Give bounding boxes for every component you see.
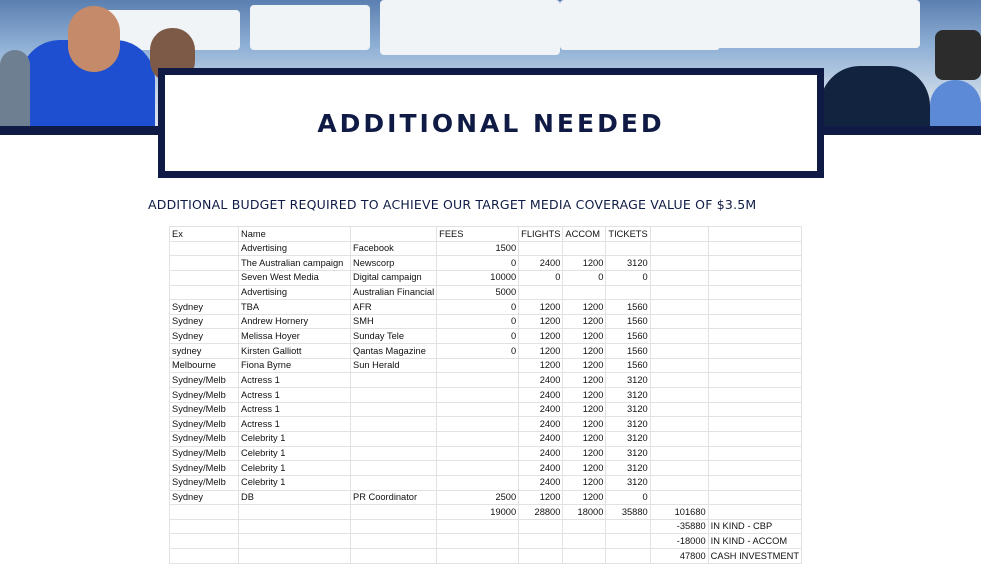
table-cell	[650, 300, 708, 315]
table-row	[170, 490, 802, 505]
table-cell: 1200	[519, 490, 563, 505]
table-cell: Actress 1	[239, 388, 351, 403]
table-cell: 3120	[606, 402, 650, 417]
table-cell	[650, 431, 708, 446]
table-cell: 1200	[563, 417, 606, 432]
table-cell: 0	[437, 344, 519, 359]
umbrella-shape	[700, 0, 920, 48]
table-cell	[437, 402, 519, 417]
table-cell: 1200	[563, 446, 606, 461]
table-row	[170, 300, 802, 315]
table-cell	[650, 490, 708, 505]
table-cell	[519, 285, 563, 300]
table-cell: Actress 1	[239, 402, 351, 417]
table-cell: 1200	[519, 344, 563, 359]
table-cell	[708, 417, 801, 432]
table-cell: 19000	[437, 505, 519, 520]
table-cell: Sydney	[170, 300, 239, 315]
table-cell: Sydney/Melb	[170, 431, 239, 446]
table-row	[170, 417, 802, 432]
table-cell: Kirsten Galliott	[239, 344, 351, 359]
table-cell: 101680	[650, 505, 708, 520]
table-cell	[650, 446, 708, 461]
table-row	[170, 402, 802, 417]
title-box	[158, 68, 824, 178]
table-cell	[708, 314, 801, 329]
table-cell: Sunday Tele	[351, 329, 437, 344]
table-cell	[519, 241, 563, 256]
header-cell: FLIGHTS	[519, 227, 563, 242]
table-cell	[708, 270, 801, 285]
table-cell	[650, 358, 708, 373]
table-cell: 2400	[519, 256, 563, 271]
table-cell: 1200	[519, 314, 563, 329]
table-row	[170, 475, 802, 490]
table-cell: -35880	[650, 519, 708, 534]
table-cell: 0	[437, 329, 519, 344]
table-cell	[708, 256, 801, 271]
table-cell	[437, 475, 519, 490]
table-cell: 3120	[606, 461, 650, 476]
table-cell: Sydney/Melb	[170, 417, 239, 432]
table-cell: 47800	[650, 549, 708, 564]
table-cell: 1560	[606, 314, 650, 329]
umbrella-shape	[380, 0, 560, 55]
table-cell: 1200	[563, 475, 606, 490]
table-cell: 1200	[519, 300, 563, 315]
table-row	[170, 329, 802, 344]
person-silhouette	[820, 66, 930, 133]
table-row	[170, 505, 802, 520]
table-cell: 2400	[519, 388, 563, 403]
table-cell	[563, 519, 606, 534]
table-cell	[351, 505, 437, 520]
table-cell: Celebrity 1	[239, 475, 351, 490]
table-cell: 35880	[606, 505, 650, 520]
table-cell	[351, 446, 437, 461]
table-cell: PR Coordinator	[351, 490, 437, 505]
table-header	[170, 227, 802, 242]
table-row	[170, 285, 802, 300]
table-cell: 1200	[563, 388, 606, 403]
table-cell: 1560	[606, 344, 650, 359]
table-cell	[650, 270, 708, 285]
table-cell: 1200	[519, 358, 563, 373]
table-cell	[708, 358, 801, 373]
table-cell: Sydney	[170, 490, 239, 505]
table-cell	[563, 534, 606, 549]
table-cell	[437, 431, 519, 446]
table-cell: Sydney/Melb	[170, 402, 239, 417]
table-cell: 0	[606, 270, 650, 285]
table-cell: IN KIND - ACCOM	[708, 534, 801, 549]
table-cell	[708, 300, 801, 315]
table-cell: 3120	[606, 417, 650, 432]
table-cell: Sydney/Melb	[170, 446, 239, 461]
table-cell	[708, 505, 801, 520]
table-cell: 2400	[519, 373, 563, 388]
table-cell	[170, 241, 239, 256]
table-cell: Seven West Media	[239, 270, 351, 285]
table-cell: Qantas Magazine	[351, 344, 437, 359]
table-row	[170, 256, 802, 271]
table-cell: 1200	[563, 329, 606, 344]
table-cell	[650, 402, 708, 417]
table-cell: Andrew Hornery	[239, 314, 351, 329]
person-silhouette	[68, 6, 120, 72]
table-cell	[351, 534, 437, 549]
table-cell: Melbourne	[170, 358, 239, 373]
table-cell	[650, 475, 708, 490]
table-row	[170, 358, 802, 373]
table-cell: SMH	[351, 314, 437, 329]
table-row	[170, 461, 802, 476]
table-cell: Melissa Hoyer	[239, 329, 351, 344]
table-cell	[650, 417, 708, 432]
table-cell	[708, 329, 801, 344]
page-title: ADDITIONAL NEEDED	[317, 108, 665, 138]
table-cell: Celebrity 1	[239, 446, 351, 461]
table-cell: 1200	[563, 344, 606, 359]
table-cell	[351, 388, 437, 403]
table-cell: 3120	[606, 431, 650, 446]
table-cell: 1200	[563, 461, 606, 476]
table-cell	[437, 519, 519, 534]
table-cell	[650, 461, 708, 476]
table-cell: 1560	[606, 358, 650, 373]
table-cell	[650, 241, 708, 256]
table-cell	[650, 314, 708, 329]
table-cell	[708, 344, 801, 359]
table-cell: Sydney	[170, 314, 239, 329]
budget-spreadsheet	[169, 226, 802, 564]
table-cell: Celebrity 1	[239, 461, 351, 476]
table-cell: Facebook	[351, 241, 437, 256]
table-row	[170, 344, 802, 359]
table-cell	[708, 373, 801, 388]
table-cell: Sydney/Melb	[170, 373, 239, 388]
table-cell	[351, 402, 437, 417]
page-subtitle: ADDITIONAL BUDGET REQUIRED TO ACHIEVE OUR TARGET MEDIA COVERAGE VALUE OF $3.5M	[148, 197, 757, 212]
table-cell	[239, 519, 351, 534]
table-cell: 28800	[519, 505, 563, 520]
table-cell: 1200	[563, 373, 606, 388]
table-cell: Advertising	[239, 241, 351, 256]
table-cell	[351, 373, 437, 388]
table-cell: 0	[606, 490, 650, 505]
header-cell	[351, 227, 437, 242]
table-cell	[239, 534, 351, 549]
table-cell	[650, 388, 708, 403]
table-body	[170, 241, 802, 563]
table-row	[170, 388, 802, 403]
table-cell	[437, 417, 519, 432]
table-cell	[606, 534, 650, 549]
table-cell: Newscorp	[351, 256, 437, 271]
table-cell	[170, 505, 239, 520]
table-cell: Australian Financial	[351, 285, 437, 300]
table-cell	[563, 285, 606, 300]
table-cell: 1200	[563, 358, 606, 373]
header-cell	[708, 227, 801, 242]
table-cell	[437, 534, 519, 549]
table-cell	[437, 446, 519, 461]
table-cell	[437, 358, 519, 373]
table-cell	[708, 461, 801, 476]
table-cell: 2400	[519, 475, 563, 490]
table-cell	[606, 241, 650, 256]
table-cell	[708, 402, 801, 417]
table-cell	[170, 256, 239, 271]
table-cell: 1200	[563, 256, 606, 271]
table-cell: 3120	[606, 373, 650, 388]
table-cell	[170, 534, 239, 549]
table-cell: DB	[239, 490, 351, 505]
table-cell: 1200	[563, 402, 606, 417]
table-cell	[650, 373, 708, 388]
table-cell: Digital campaign	[351, 270, 437, 285]
header-cell: Ex	[170, 227, 239, 242]
table-cell: 2400	[519, 402, 563, 417]
header-cell: ACCOM	[563, 227, 606, 242]
table-cell: 2500	[437, 490, 519, 505]
table-cell: 3120	[606, 256, 650, 271]
table-cell	[606, 285, 650, 300]
table-cell: 0	[437, 300, 519, 315]
table-cell: 1500	[437, 241, 519, 256]
table-cell: 2400	[519, 446, 563, 461]
table-cell	[650, 344, 708, 359]
table-cell	[351, 461, 437, 476]
table-cell	[606, 519, 650, 534]
table-cell: 1200	[563, 314, 606, 329]
table-cell	[437, 461, 519, 476]
table-cell: 2400	[519, 431, 563, 446]
table-cell: Sydney/Melb	[170, 475, 239, 490]
table-cell: 1560	[606, 300, 650, 315]
table-row	[170, 270, 802, 285]
table-row	[170, 446, 802, 461]
table-cell: Sydney	[170, 329, 239, 344]
umbrella-shape	[250, 5, 370, 50]
table-cell: Actress 1	[239, 373, 351, 388]
title-panel	[165, 75, 817, 171]
table-cell	[351, 519, 437, 534]
table-row	[170, 373, 802, 388]
table-cell	[708, 241, 801, 256]
header-cell: Name	[239, 227, 351, 242]
header-row	[170, 227, 802, 242]
table-cell: 3120	[606, 446, 650, 461]
table-cell: sydney	[170, 344, 239, 359]
table-cell: 3120	[606, 388, 650, 403]
umbrella-shape	[560, 0, 720, 50]
table-cell	[650, 285, 708, 300]
table-cell: 0	[563, 270, 606, 285]
table-cell: 0	[437, 256, 519, 271]
table-cell: 10000	[437, 270, 519, 285]
table-cell	[519, 534, 563, 549]
table-cell: AFR	[351, 300, 437, 315]
table-cell: Actress 1	[239, 417, 351, 432]
table-cell: 1200	[519, 329, 563, 344]
table-cell: 0	[437, 314, 519, 329]
table-row	[170, 519, 802, 534]
table-cell	[708, 490, 801, 505]
table-cell: 2400	[519, 461, 563, 476]
table-cell: 0	[519, 270, 563, 285]
table-cell: 1200	[563, 300, 606, 315]
header-cell: FEES	[437, 227, 519, 242]
person-silhouette	[0, 50, 30, 133]
table-cell	[650, 256, 708, 271]
table-cell	[351, 475, 437, 490]
table-cell	[708, 388, 801, 403]
table-cell	[170, 285, 239, 300]
table-cell	[708, 285, 801, 300]
table-row	[170, 241, 802, 256]
table-cell	[563, 241, 606, 256]
table-cell: Sun Herald	[351, 358, 437, 373]
table-cell: TBA	[239, 300, 351, 315]
table-cell: Celebrity 1	[239, 431, 351, 446]
table-cell: 1200	[563, 490, 606, 505]
table-cell: -18000	[650, 534, 708, 549]
table-cell: CASH INVESTMENT	[708, 549, 801, 564]
table-cell	[708, 446, 801, 461]
table-cell: Sydney/Melb	[170, 388, 239, 403]
table-cell	[708, 431, 801, 446]
table-cell	[519, 519, 563, 534]
table-cell: 1200	[563, 431, 606, 446]
table-row	[170, 534, 802, 549]
table-cell	[351, 417, 437, 432]
table-cell	[351, 431, 437, 446]
table-cell	[170, 270, 239, 285]
table-cell: 1560	[606, 329, 650, 344]
table-cell	[239, 505, 351, 520]
table-cell: IN KIND - CBP	[708, 519, 801, 534]
table-cell	[437, 388, 519, 403]
table-row	[170, 431, 802, 446]
table-cell: Advertising	[239, 285, 351, 300]
table-cell: 5000	[437, 285, 519, 300]
table-row	[170, 314, 802, 329]
table-cell: Fiona Byrne	[239, 358, 351, 373]
table-cell: Sydney/Melb	[170, 461, 239, 476]
header-cell: TICKETS	[606, 227, 650, 242]
table-cell	[170, 519, 239, 534]
table-cell	[650, 329, 708, 344]
table-cell: The Australian campaign	[239, 256, 351, 271]
table-cell: 3120	[606, 475, 650, 490]
header-cell	[650, 227, 708, 242]
person-silhouette	[935, 30, 981, 80]
table-cell: 2400	[519, 417, 563, 432]
table-cell	[437, 373, 519, 388]
table-cell	[708, 475, 801, 490]
table-cell: 18000	[563, 505, 606, 520]
